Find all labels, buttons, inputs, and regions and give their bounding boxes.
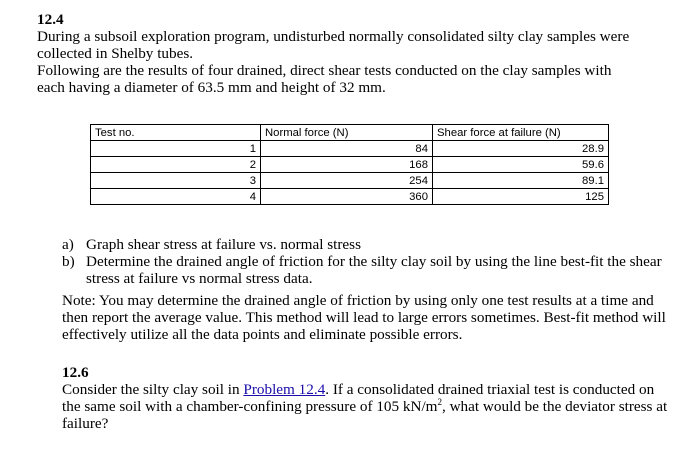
problem-text-line: Following are the results of four drained, direct shear tests conducted on the clay samples with (37, 62, 612, 79)
list-item (62, 236, 672, 253)
table-row (91, 157, 609, 173)
table-row (91, 141, 609, 157)
table-cell: 1 (91, 141, 261, 157)
column-header: Normal force (N) (261, 125, 433, 141)
problem-text-line: During a subsoil exploration program, undisturbed normally consolidated silty clay samples were (37, 28, 630, 45)
problem-text-part: , what would be the deviator stress at failure? (62, 398, 668, 432)
shear-test-table (90, 124, 609, 205)
problem-12-4-link[interactable]: Problem 12.4 (243, 381, 326, 398)
problem-12-6 (62, 364, 672, 432)
table-cell: 59.6 (433, 157, 609, 173)
table-cell: 254 (261, 173, 433, 189)
list-marker: a) (62, 236, 74, 253)
note-paragraph: Note: You may determine the drained angle of friction by using only one test results at a time and then report the average value. This method will lead to large errors sometimes. Best-fit method will effectively utilize all the data points and eliminate possible errors. (62, 292, 666, 343)
table-header-row (91, 125, 609, 141)
list-marker: b) (62, 253, 75, 270)
problem-text-line: collected in Shelby tubes. (37, 45, 194, 62)
table-row (91, 189, 609, 205)
table-cell: 360 (261, 189, 433, 205)
table-row (91, 173, 609, 189)
column-header: Shear force at failure (N) (433, 125, 609, 141)
table-cell: 168 (261, 157, 433, 173)
table-cell: 28.9 (433, 141, 609, 157)
table-cell: 3 (91, 173, 261, 189)
problem-number: 12.6 (62, 364, 89, 381)
column-header: Test no. (91, 125, 261, 141)
problem-text-line: each having a diameter of 63.5 mm and height of 32 mm. (37, 79, 386, 96)
superscript: 2 (437, 396, 442, 407)
problem-12-4 (37, 11, 677, 96)
problem-number: 12.4 (37, 11, 64, 28)
list-item (62, 253, 672, 287)
question-text: Determine the drained angle of friction for the silty clay soil by using the line best-fit the shear stress at failure vs normal stress data. (86, 253, 662, 287)
problem-text-part: Consider the silty clay soil in (62, 381, 244, 398)
question-text: Graph shear stress at failure vs. normal stress (86, 236, 361, 253)
table-cell: 84 (261, 141, 433, 157)
question-list (62, 236, 672, 287)
problem-text (62, 381, 672, 432)
table-cell: 89.1 (433, 173, 609, 189)
table-cell: 2 (91, 157, 261, 173)
table-cell: 4 (91, 189, 261, 205)
table-cell: 125 (433, 189, 609, 205)
problem-text-part: . If a consolidated drained triaxial test is conducted on the same soil with a chamber-confining pressure of 105 kN/m (62, 381, 655, 415)
